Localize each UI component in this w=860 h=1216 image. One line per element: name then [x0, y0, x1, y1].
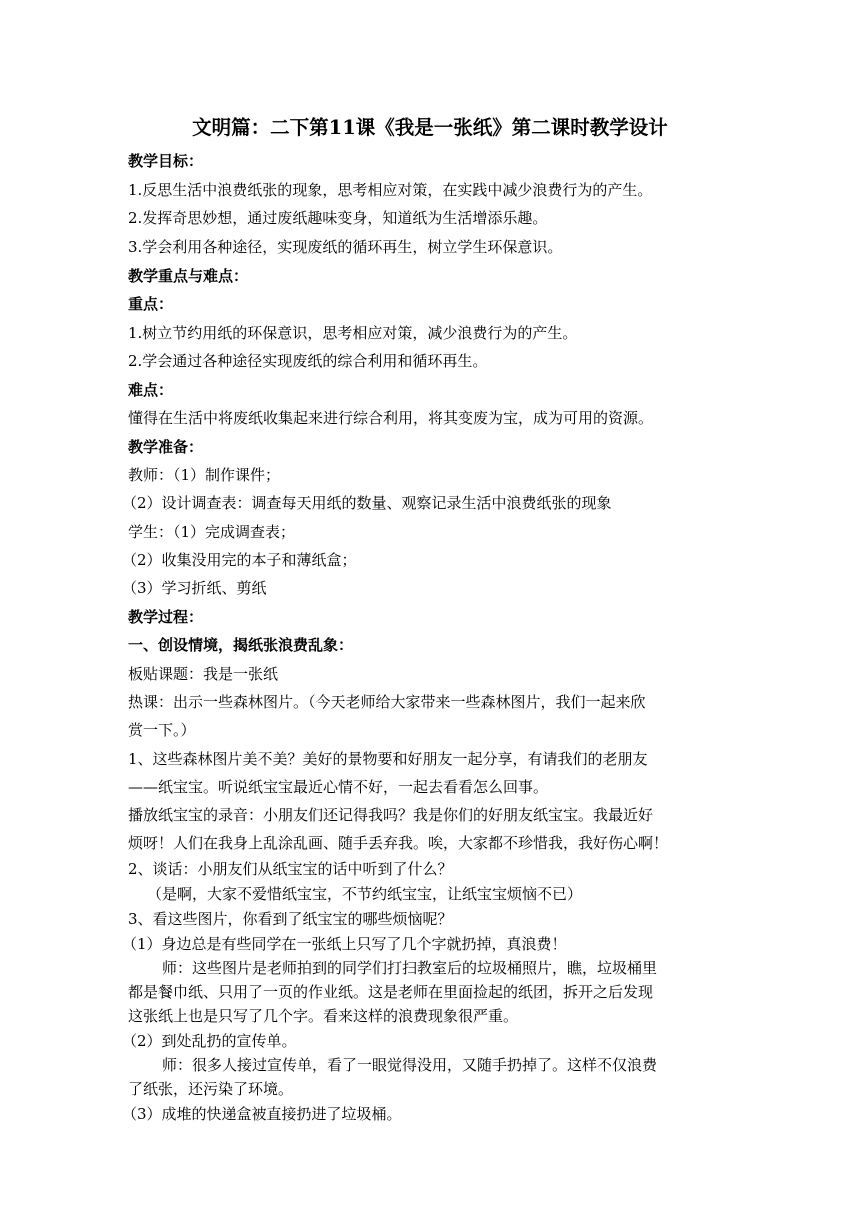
- heading-difficulties: 难点：: [128, 381, 174, 399]
- step1-line-1: 1、这些森林图片美不美？美好的景物要和好朋友一起分享，有请我们的老朋友: [128, 750, 648, 768]
- step2-answer: （是啊，大家不爱惜纸宝宝，不节约纸宝宝，让纸宝宝烦恼不已）: [147, 885, 583, 903]
- warmup-line-2: 赏一下。）: [128, 721, 196, 739]
- prep-student-1: 学生：（1）完成调查表；: [128, 523, 296, 541]
- prep-student-3: （3）学习折纸、剪纸: [122, 579, 267, 597]
- heading-key-points-difficulties: 教学重点与难点：: [128, 267, 249, 285]
- teacher-note-1-line-1: 师：这些图片是老师拍到的同学们打扫教室后的垃圾桶照片，瞧，垃圾桶里: [162, 959, 658, 977]
- prep-student-2: （2）收集没用完的本子和薄纸盒；: [122, 551, 357, 569]
- teacher-note-2-line-2: 了纸张，还污染了环境。: [128, 1080, 294, 1098]
- board-title-line: 板贴课题：我是一张纸: [128, 665, 279, 683]
- teacher-note-1-line-2: 都是餐巾纸、只用了一页的作业纸。这是老师在里面捡起的纸团，拆开之后发现: [128, 983, 654, 1001]
- difficulty-text: 懂得在生活中将废纸收集起来进行综合利用，将其变废为宝，成为可用的资源。: [128, 409, 654, 427]
- trouble-item-2: （2）到处乱扔的宣传单。: [122, 1032, 297, 1050]
- goal-item-3: 3.学会利用各种途径，实现废纸的循环再生，树立学生环保意识。: [128, 238, 563, 256]
- warmup-line-1: 热课：出示一些森林图片。（今天老师给大家带来一些森林图片，我们一起来欣: [128, 693, 646, 711]
- key-point-item-1: 1.树立节约用纸的环保意识，思考相应对策，减少浪费行为的产生。: [128, 324, 578, 342]
- goal-item-1: 1.反思生活中浪费纸张的现象，思考相应对策，在实践中减少浪费行为的产生。: [128, 181, 653, 199]
- trouble-item-3: （3）成堆的快递盒被直接扔进了垃圾桶。: [122, 1105, 402, 1123]
- step3-line: 3、看这些图片，你看到了纸宝宝的哪些烦恼呢？: [128, 910, 453, 928]
- teacher-note-1-line-3: 这张纸上也是只写了几个字。看来这样的浪费现象很严重。: [128, 1007, 519, 1025]
- step1-line-2: ——纸宝宝。听说纸宝宝最近心情不好，一起去看看怎么回事。: [128, 778, 549, 796]
- heading-key-points: 重点：: [128, 295, 174, 313]
- key-point-item-2: 2.学会通过各种途径实现废纸的综合利用和循环再生。: [128, 352, 488, 370]
- heading-preparation: 教学准备：: [128, 438, 204, 456]
- recording-line-1: 播放纸宝宝的录音：小朋友们还记得我吗？我是你们的好朋友纸宝宝。我最近好: [128, 806, 654, 824]
- heading-process: 教学过程：: [128, 608, 204, 626]
- trouble-item-1: （1）身边总是有些同学在一张纸上只写了几个字就扔掉，真浪费！: [122, 935, 567, 953]
- prep-teacher-2: （2）设计调查表：调查每天用纸的数量、观察记录生活中浪费纸张的现象: [122, 494, 612, 512]
- recording-line-2: 烦呀！人们在我身上乱涂乱画、随手丢弃我。唉，大家都不珍惜我，我好伤心啊！: [128, 834, 669, 852]
- goal-item-2: 2.发挥奇思妙想，通过废纸趣味变身，知道纸为生活增添乐趣。: [128, 209, 548, 227]
- prep-teacher-1: 教师：（1）制作课件；: [128, 466, 281, 484]
- document-title: 文明篇：二下第11课《我是一张纸》第二课时教学设计: [192, 116, 668, 139]
- heading-teaching-goals: 教学目标：: [128, 152, 204, 170]
- step2-line: 2、谈话：小朋友们从纸宝宝的话中听到了什么？: [128, 860, 453, 878]
- section-heading-1: 一、创设情境，揭纸张浪费乱象：: [128, 636, 354, 654]
- teacher-note-2-line-1: 师：很多人接过宣传单，看了一眼觉得没用，又随手扔掉了。这样不仅浪费: [162, 1056, 658, 1074]
